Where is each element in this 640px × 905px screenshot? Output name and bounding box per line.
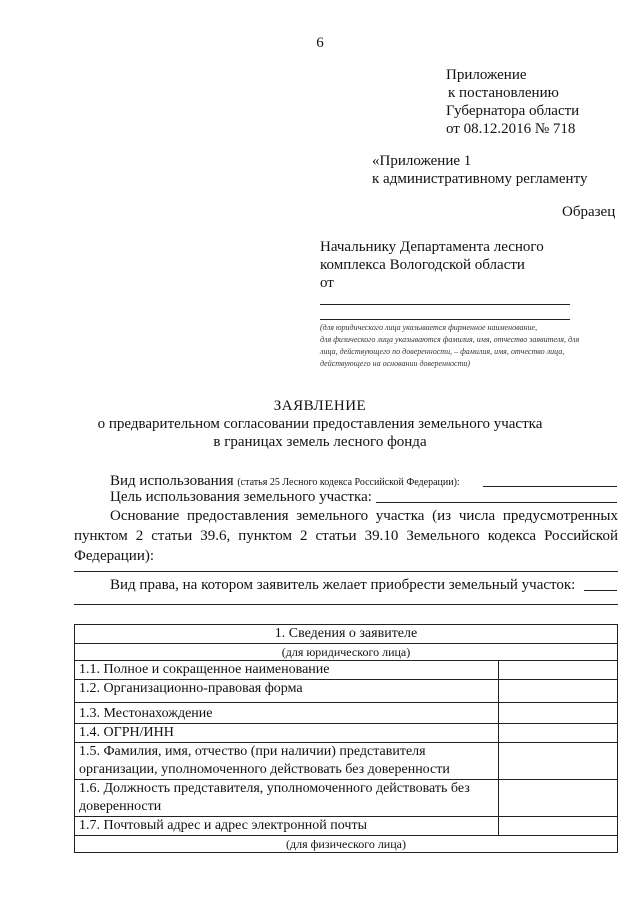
addressee-line: от bbox=[320, 275, 334, 291]
table-row bbox=[75, 780, 618, 817]
document-title bbox=[0, 397, 640, 451]
row-value[interactable] bbox=[499, 724, 618, 743]
row-value[interactable] bbox=[499, 703, 618, 724]
document-title-sub: о предварительном согласовании предоставления земельного участка bbox=[97, 416, 543, 432]
table-row bbox=[75, 703, 618, 724]
page-number: 6 bbox=[316, 35, 324, 51]
row-label: 1.4. ОГРН/ИНН bbox=[75, 724, 499, 743]
applicant-table bbox=[74, 624, 618, 853]
row-value[interactable] bbox=[499, 780, 618, 817]
row-value[interactable] bbox=[499, 817, 618, 836]
appendix-regulation bbox=[372, 152, 587, 188]
appendix-header-line: Приложение bbox=[446, 67, 527, 83]
addressee-note-line: (для юридического лица указывается фирменное наименование, bbox=[320, 323, 538, 332]
right-label: Вид права, на котором заявитель желает приобрести земельный участок: bbox=[110, 577, 576, 593]
table-row bbox=[75, 724, 618, 743]
appendix-regulation-line: к административному регламенту bbox=[372, 171, 588, 187]
usage-blank-line[interactable] bbox=[483, 486, 617, 487]
table-row bbox=[75, 817, 618, 836]
addressee bbox=[320, 238, 544, 292]
usage-label: Вид использования bbox=[110, 473, 234, 489]
legal-entity-subheader: (для юридического лица) bbox=[75, 644, 618, 661]
table-row bbox=[75, 680, 618, 703]
addressee-line: Начальнику Департамента лесного bbox=[320, 239, 544, 255]
row-label: 1.2. Организационно-правовая форма bbox=[75, 680, 499, 703]
basis-paragraph: Основание предоставления земельного участка (из числа предусмотренных пунктом 2 статьи 39.6, пунктом 2 статьи 39.10 Земельного кодекса Российской Федерации): bbox=[74, 508, 618, 564]
basis-blank-line[interactable] bbox=[74, 571, 618, 572]
appendix-header bbox=[446, 66, 579, 138]
purpose-blank-line[interactable] bbox=[376, 502, 617, 503]
right-blank-line-short[interactable] bbox=[584, 590, 617, 591]
section-title: 1. Сведения о заявителе bbox=[75, 625, 618, 644]
table-row bbox=[75, 836, 618, 853]
addressee-blank-line bbox=[320, 304, 570, 305]
table-row bbox=[75, 743, 618, 780]
row-value[interactable] bbox=[499, 661, 618, 680]
table-row bbox=[75, 661, 618, 680]
usage-note: (статья 25 Лесного кодекса Российской Федерации): bbox=[237, 477, 460, 488]
row-value[interactable] bbox=[499, 680, 618, 703]
row-label: 1.6. Должность представителя, уполномоченного действовать без доверенности bbox=[75, 780, 499, 817]
document-title-main: ЗАЯВЛЕНИЕ bbox=[273, 398, 367, 414]
appendix-header-line: к постановлению bbox=[448, 85, 559, 101]
appendix-header-line: Губернатора области bbox=[446, 103, 580, 119]
appendix-header-line: от 08.12.2016 № 718 bbox=[446, 121, 576, 137]
row-label: 1.5. Фамилия, имя, отчество (при наличии) представителя организации, уполномоченного действовать без доверенности bbox=[75, 743, 499, 780]
purpose-label: Цель использования земельного участка: bbox=[110, 489, 372, 505]
row-label: 1.7. Почтовый адрес и адрес электронной почты bbox=[75, 817, 499, 836]
row-label: 1.3. Местонахождение bbox=[75, 703, 499, 724]
addressee-note-line: лица, действующего по доверенности, – фамилия, имя, отчество лица, bbox=[320, 347, 565, 356]
document-title-sub: в границах земель лесного фонда bbox=[213, 434, 427, 450]
addressee-note bbox=[320, 322, 620, 370]
row-label: 1.1. Полное и сокращенное наименование bbox=[75, 661, 499, 680]
addressee-note-line: действующего на основании доверенности) bbox=[320, 359, 471, 368]
addressee-blank-line bbox=[320, 319, 570, 320]
appendix-regulation-line: «Приложение 1 bbox=[372, 153, 472, 169]
table-row bbox=[75, 644, 618, 661]
table-row bbox=[75, 625, 618, 644]
sample-label: Образец bbox=[562, 204, 616, 220]
addressee-note-line: для физического лица указываются фамилия, имя, отчество заявителя, для bbox=[320, 335, 580, 344]
right-blank-line[interactable] bbox=[74, 604, 618, 605]
individual-subheader: (для физического лица) bbox=[75, 836, 618, 853]
row-value[interactable] bbox=[499, 743, 618, 780]
addressee-line: комплекса Вологодской области bbox=[320, 257, 525, 273]
